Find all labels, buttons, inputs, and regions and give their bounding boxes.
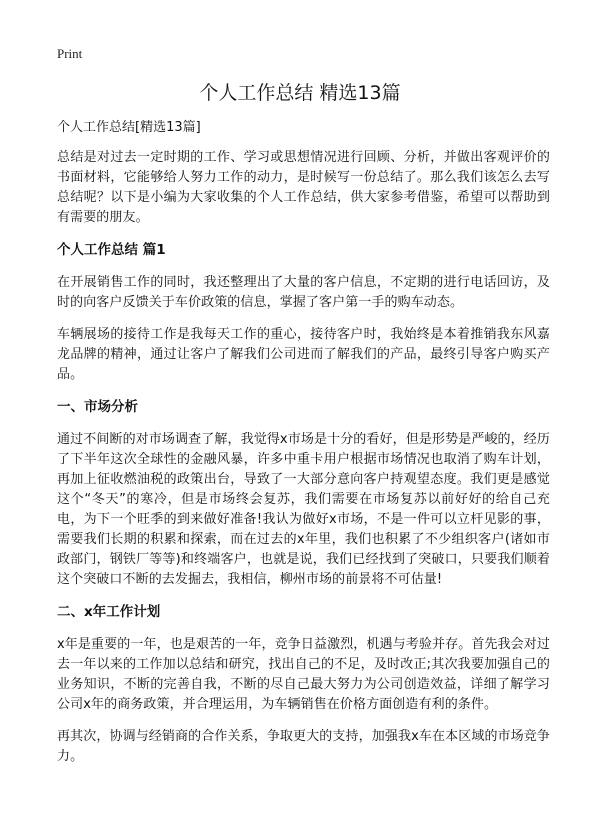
paragraph-work-plan: x年是重要的一年，也是艰苦的一年，竞争日益激烈，机遇与考验并存。首先我会对过去一年以来的工作加以总结和研究，找出自己的不足，及时改正;其次我要加强自己的业务知识，不断的完善自我，不断的尽自己最大努力为公司创造效益，详细了解学习公司x年的商务政策，并合理运用，为车辆销售在价格方面创造有利的条件。: [57, 637, 550, 712]
heading-market-analysis: 一、市场分析: [57, 399, 138, 415]
intro-paragraph: 总结是对过去一定时期的工作、学习或思想情况进行回顾、分析，并做出客观评价的书面材料，它能够给人努力工作的动力，是时候写一份总结了。那么我们该怎么去写总结呢？以下是小编为大家收集的个人工作总结，供大家参考借鉴，希望可以帮助到有需要的朋友。: [57, 150, 550, 225]
section-heading-1: 个人工作总结 篇1: [57, 242, 166, 258]
paragraph-market-analysis: 通过不间断的对市场调查了解，我觉得x市场是十分的看好，但是形势是严峻的，经历了下半年这次全球性的金融风暴，许多中重卡用户根据市场情况也取消了购车计划，再加上征收燃油税的政策出台，导致了一大部分意向客户持观望态度。我们更是感觉这个“冬天”的寒冷，但是市场终会复苏，我们需要在市场复苏以前好好的给自己充电，为下一个旺季的到来做好准备!我认为做好x市场，不是一件可以立杆见影的事，需要我们长期的积累和探索，而在过去的x年里，我们也积累了不少组织客户(诸如市政部门，钢铁厂等等)和终端客户，也就是说，我们已经找到了突破口，只要我们顺着这个突破口不断的去发掘去，我相信，柳州市场的前景将不可估量!: [57, 432, 550, 587]
page-title: 个人工作总结 精选13篇: [199, 82, 401, 104]
paragraph-2: 车辆展场的接待工作是我每天工作的重心，接待客户时，我始终是本着推销我东风嘉龙品牌的精神，通过让客户了解我们公司进而了解我们的产品，最终引导客户购买产品。: [57, 327, 550, 382]
document-subtitle: 个人工作总结[精选13篇]: [57, 120, 201, 135]
paragraph-cooperation: 再其次，协调与经销商的合作关系，争取更大的支持，加强我x车在本区域的市场竞争力。: [57, 729, 550, 764]
document-body: [57, 118, 550, 779]
paragraph-1: 在开展销售工作的同时，我还整理出了大量的客户信息，不定期的进行电话回访，及时的向客户反馈关于车价政策的信息，掌握了客户第一手的购车动态。: [57, 275, 550, 310]
print-label[interactable]: Print: [57, 46, 83, 61]
heading-work-plan: 二、x年工作计划: [57, 604, 161, 620]
